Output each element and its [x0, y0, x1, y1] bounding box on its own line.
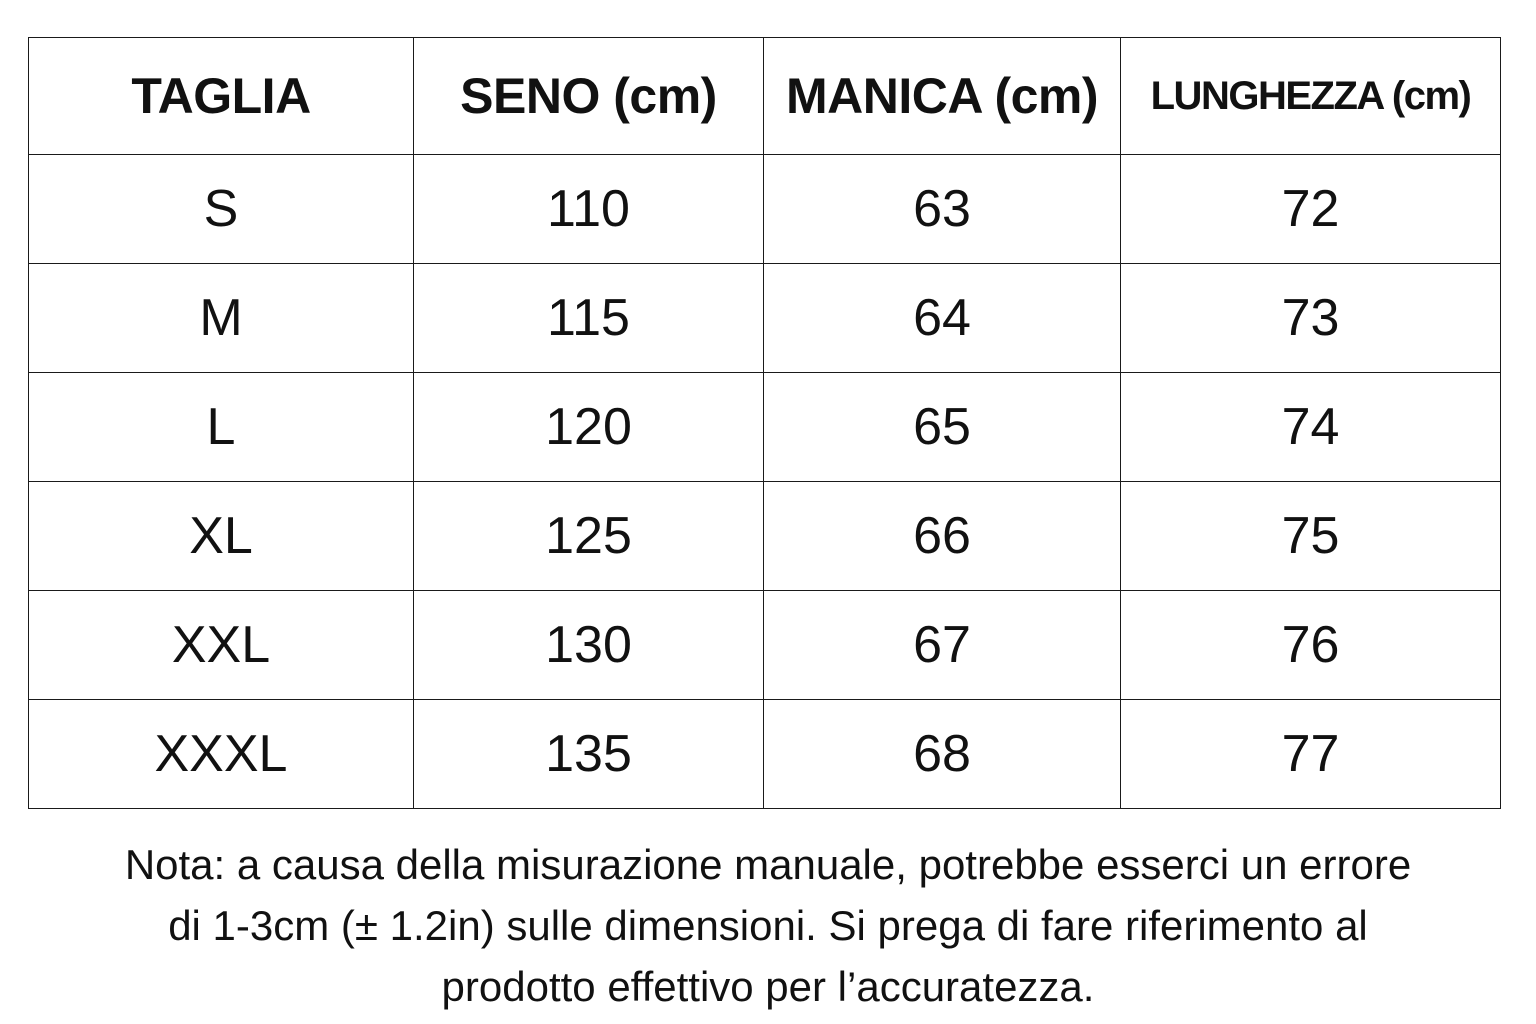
cell-chest: 110 — [414, 155, 764, 264]
cell-sleeve: 65 — [764, 373, 1121, 482]
cell-length: 75 — [1121, 482, 1501, 591]
table-row — [29, 700, 1501, 809]
cell-length: 77 — [1121, 700, 1501, 809]
table-row — [29, 373, 1501, 482]
table-row — [29, 591, 1501, 700]
cell-chest: 125 — [414, 482, 764, 591]
note-line: di 1-3cm (± 1.2in) sulle dimensioni. Si prega di fare riferimento al — [168, 902, 1368, 949]
measurement-note — [0, 834, 1536, 1017]
cell-size: M — [29, 264, 414, 373]
cell-size: S — [29, 155, 414, 264]
cell-sleeve: 64 — [764, 264, 1121, 373]
size-chart-table — [28, 37, 1501, 809]
cell-chest: 135 — [414, 700, 764, 809]
cell-chest: 120 — [414, 373, 764, 482]
cell-sleeve: 63 — [764, 155, 1121, 264]
table-row — [29, 155, 1501, 264]
cell-size: XXL — [29, 591, 414, 700]
note-line: prodotto effettivo per l’accuratezza. — [441, 963, 1095, 1010]
table-header — [29, 38, 1501, 155]
note-line: Nota: a causa della misurazione manuale, potrebbe esserci un errore — [124, 841, 1412, 888]
table-row — [29, 482, 1501, 591]
cell-chest: 130 — [414, 591, 764, 700]
cell-length: 74 — [1121, 373, 1501, 482]
header-sleeve: MANICA (cm) — [764, 38, 1121, 155]
cell-sleeve: 67 — [764, 591, 1121, 700]
cell-sleeve: 66 — [764, 482, 1121, 591]
cell-size: XXXL — [29, 700, 414, 809]
cell-chest: 115 — [414, 264, 764, 373]
table-body — [29, 155, 1501, 809]
cell-length: 76 — [1121, 591, 1501, 700]
header-size: TAGLIA — [29, 38, 414, 155]
header-length: LUNGHEZZA (cm) — [1121, 38, 1501, 155]
cell-sleeve: 68 — [764, 700, 1121, 809]
header-chest: SENO (cm) — [414, 38, 764, 155]
cell-size: XL — [29, 482, 414, 591]
cell-length: 73 — [1121, 264, 1501, 373]
header-row — [29, 38, 1501, 155]
cell-length: 72 — [1121, 155, 1501, 264]
cell-size: L — [29, 373, 414, 482]
table-row — [29, 264, 1501, 373]
